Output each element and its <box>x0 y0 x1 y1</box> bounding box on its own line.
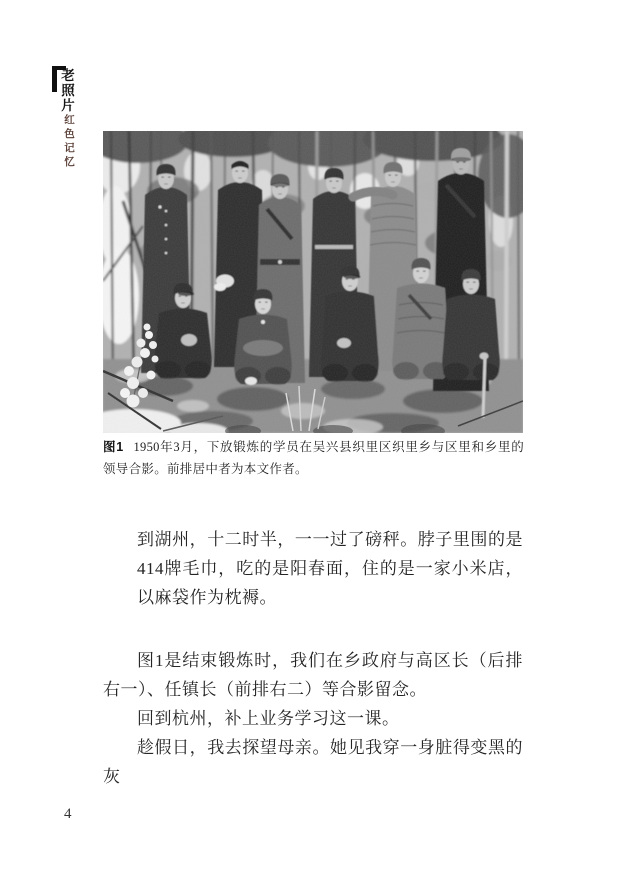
figure-caption-label: 图1 <box>103 440 124 454</box>
diary-quote-paragraph: 到湖州，十二时半，一一过了磅秤。脖子里围的是414牌毛巾，吃的是阳春面，住的是一家小米店，以麻袋作为枕褥。 <box>137 530 523 607</box>
body-paragraph-2: 回到杭州，补上业务学习这一课。 <box>137 709 400 728</box>
page-number: 4 <box>64 806 72 822</box>
group-photo-image <box>103 131 523 433</box>
series-subtitle: 红色记忆 <box>63 114 75 170</box>
body-paragraph-1: 图1是结束锻炼时，我们在乡政府与高区长（后排右一）、任镇长（前排右二）等合影留念。 <box>103 651 523 699</box>
series-title: 老照片 <box>59 68 74 113</box>
article-body <box>103 525 523 791</box>
body-paragraph-3: 趁假日，我去探望母亲。她见我穿一身脏得变黑的灰 <box>103 738 523 786</box>
figure-photo <box>103 131 523 433</box>
figure-caption-text: 1950年3月，下放锻炼的学员在吴兴县织里区织里乡与区里和乡里的领导合影。前排居中者为本文作者。 <box>103 440 524 476</box>
photo-grain-overlay <box>103 131 523 433</box>
figure-caption <box>103 436 524 480</box>
